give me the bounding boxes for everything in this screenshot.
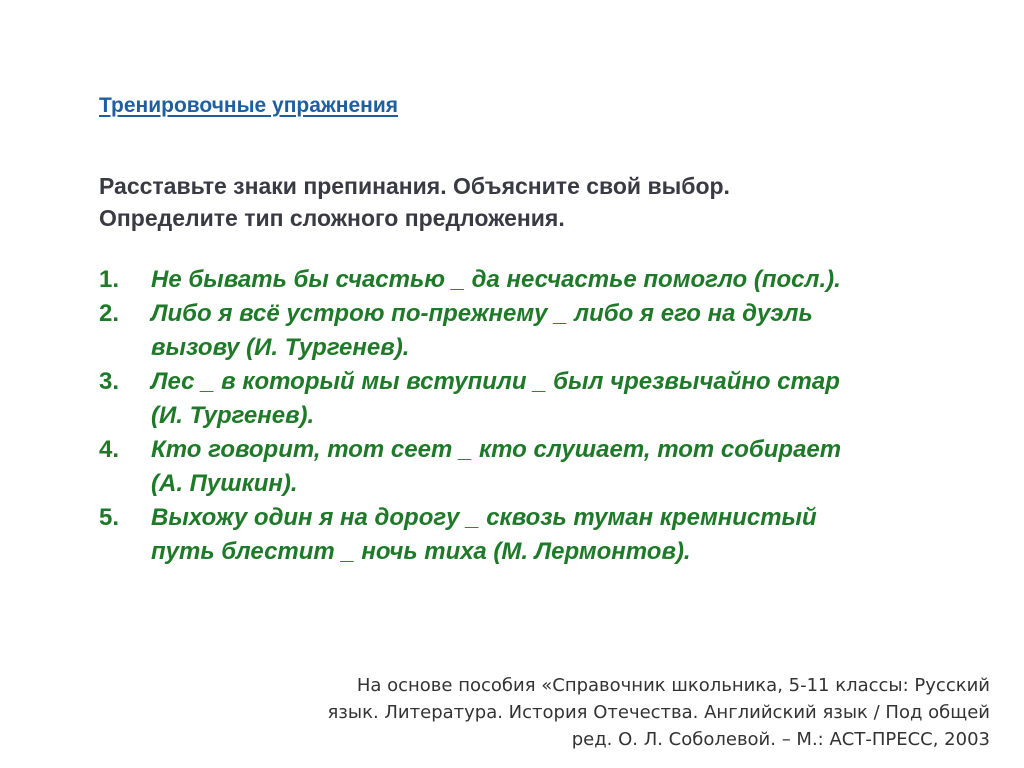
exercise-line: Кто говорит, тот сеет _ кто слушает, тот собирает	[151, 436, 842, 463]
exercise-line: Лес _ в который мы вступили _ был чрезвычайно стар	[151, 368, 840, 395]
source-citation	[327, 672, 990, 753]
source-line-1: На основе пособия «Справочник школьника, 5-11 классы: Русский	[356, 675, 990, 696]
task-line-2: Определите тип сложного предложения.	[99, 205, 565, 231]
exercise-list	[99, 263, 979, 569]
exercise-text	[151, 365, 979, 433]
exercise-line: Не бывать бы счастью _ да несчастье помогло (посл.).	[151, 266, 841, 293]
exercise-line: (А. Пушкин).	[151, 470, 298, 497]
exercise-text	[151, 263, 979, 297]
source-line-2: язык. Литература. История Отечества. Английский язык / Под общей	[327, 702, 990, 723]
exercise-item-1	[99, 263, 979, 297]
exercise-line: Выхожу один я на дорогу _ сквозь туман кремнистый	[151, 504, 817, 531]
exercise-item-4	[99, 433, 979, 501]
source-line-3: ред. О. Л. Соболевой. – М.: АСТ-ПРЕСС, 2003	[571, 729, 990, 750]
slide-title: Тренировочные упражнения	[99, 94, 399, 117]
exercise-item-2	[99, 297, 979, 365]
exercise-number: 3.	[99, 368, 120, 395]
exercise-item-3	[99, 365, 979, 433]
exercise-number: 1.	[99, 266, 120, 293]
exercise-text	[151, 501, 979, 569]
exercise-line: вызову (И. Тургенев).	[151, 334, 410, 361]
task-instructions	[99, 170, 959, 234]
exercise-number: 2.	[99, 300, 120, 327]
exercise-item-5	[99, 501, 979, 569]
exercise-text	[151, 297, 979, 365]
exercise-number: 4.	[99, 436, 120, 463]
exercise-line: Либо я всё устрою по-прежнему _ либо я его на дуэль	[151, 300, 813, 327]
exercise-text	[151, 433, 979, 501]
exercise-line: путь блестит _ ночь тиха (М. Лермонтов).	[151, 538, 691, 565]
exercise-line: (И. Тургенев).	[151, 402, 315, 429]
task-line-1: Расставьте знаки препинания. Объясните свой выбор.	[99, 173, 730, 199]
exercise-number: 5.	[99, 504, 120, 531]
